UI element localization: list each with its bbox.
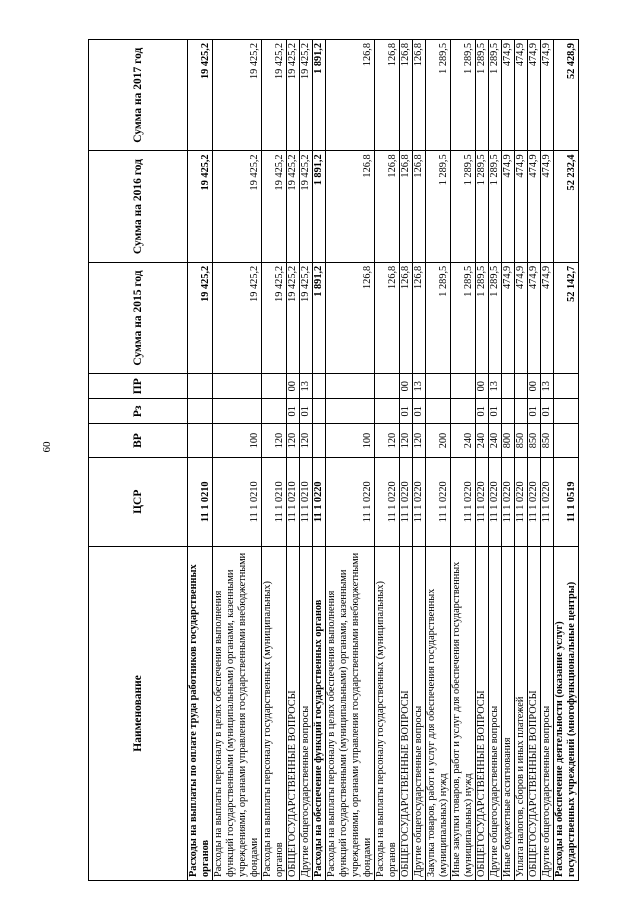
- row-amount-2017-cell: 1 891,2: [313, 40, 326, 151]
- table-row: [400, 40, 413, 881]
- row-amount-2016-cell: 474,9: [541, 151, 554, 262]
- row-amount-2015-cell: 1 289,5: [426, 262, 451, 373]
- row-amount-2016-cell: 1 289,5: [426, 151, 451, 262]
- row-amount-2017-cell: 19 425,2: [300, 40, 313, 151]
- table-row: [502, 40, 515, 881]
- row-amount-2017-cell: 126,8: [413, 40, 426, 151]
- row-amount-2016-cell: 19 425,2: [213, 151, 262, 262]
- row-rz-cell: [451, 399, 476, 424]
- row-amount-2016-cell: 1 289,5: [476, 151, 489, 262]
- row-vr-cell: 120: [300, 424, 313, 457]
- row-csr-cell: 11 1 0220: [489, 457, 502, 546]
- row-amount-2015-cell: 1 289,5: [489, 262, 502, 373]
- row-csr-cell: 11 1 0210: [188, 457, 213, 546]
- row-rz-cell: [326, 399, 375, 424]
- row-rz-cell: 01: [489, 399, 502, 424]
- row-name-cell: Другие общегосударственные вопросы: [413, 546, 426, 880]
- row-amount-2017-cell: 19 425,2: [262, 40, 287, 151]
- row-rz-cell: 01: [400, 399, 413, 424]
- table-row: [213, 40, 262, 881]
- budget-table: [88, 39, 579, 881]
- row-name-cell: Другие общегосударственные вопросы: [489, 546, 502, 880]
- row-vr-cell: 850: [528, 424, 541, 457]
- row-vr-cell: 240: [489, 424, 502, 457]
- table-row: [326, 40, 375, 881]
- table-row: [375, 40, 400, 881]
- col-header-name: Наименование: [89, 546, 188, 880]
- table-row: [262, 40, 287, 881]
- row-amount-2015-cell: 1 289,5: [451, 262, 476, 373]
- row-amount-2017-cell: 474,9: [515, 40, 528, 151]
- row-amount-2017-cell: 1 289,5: [451, 40, 476, 151]
- row-pr-cell: 13: [413, 374, 426, 399]
- row-amount-2015-cell: 1 289,5: [476, 262, 489, 373]
- table-row: [541, 40, 554, 881]
- row-amount-2015-cell: 19 425,2: [287, 262, 300, 373]
- row-name-cell: Расходы на обеспечение деятельности (оказание услуг) государственных учреждений (многофункциональные центры): [554, 546, 579, 880]
- table-row: [426, 40, 451, 881]
- row-csr-cell: 11 1 0220: [400, 457, 413, 546]
- row-pr-cell: [426, 374, 451, 399]
- row-csr-cell: 11 1 0210: [300, 457, 313, 546]
- col-header-2015: Сумма на 2015 год: [89, 262, 188, 373]
- row-amount-2015-cell: 474,9: [528, 262, 541, 373]
- row-vr-cell: 120: [375, 424, 400, 457]
- budget-table-page: [88, 39, 623, 881]
- row-amount-2016-cell: 474,9: [502, 151, 515, 262]
- row-amount-2016-cell: 19 425,2: [262, 151, 287, 262]
- row-amount-2015-cell: 19 425,2: [262, 262, 287, 373]
- row-rz-cell: [375, 399, 400, 424]
- row-rz-cell: [502, 399, 515, 424]
- row-amount-2016-cell: 19 425,2: [188, 151, 213, 262]
- row-pr-cell: [502, 374, 515, 399]
- row-amount-2016-cell: 474,9: [515, 151, 528, 262]
- row-csr-cell: 11 1 0220: [476, 457, 489, 546]
- row-amount-2015-cell: 126,8: [400, 262, 413, 373]
- row-amount-2015-cell: 126,8: [326, 262, 375, 373]
- row-pr-cell: [375, 374, 400, 399]
- table-row: [554, 40, 579, 881]
- row-name-cell: Другие общегосударственные вопросы: [541, 546, 554, 880]
- row-amount-2016-cell: 1 891,2: [313, 151, 326, 262]
- row-vr-cell: 100: [213, 424, 262, 457]
- row-name-cell: Расходы на выплаты персоналу в целях обеспечения выполнения функций государственными (муниципальными) органами, казенными учреждениями, органами управления государственными внебюджетными фондами: [326, 546, 375, 880]
- row-vr-cell: 120: [413, 424, 426, 457]
- table-row: [313, 40, 326, 881]
- table-row: [476, 40, 489, 881]
- table-row: [528, 40, 541, 881]
- row-vr-cell: 850: [515, 424, 528, 457]
- col-header-2017: Сумма на 2017 год: [89, 40, 188, 151]
- row-vr-cell: 200: [426, 424, 451, 457]
- table-row: [413, 40, 426, 881]
- row-amount-2017-cell: 19 425,2: [287, 40, 300, 151]
- table-header-row: [89, 40, 188, 881]
- row-amount-2015-cell: 474,9: [541, 262, 554, 373]
- row-amount-2016-cell: 19 425,2: [287, 151, 300, 262]
- row-amount-2016-cell: 126,8: [413, 151, 426, 262]
- row-pr-cell: 00: [528, 374, 541, 399]
- row-rz-cell: [313, 399, 326, 424]
- row-amount-2017-cell: 474,9: [528, 40, 541, 151]
- table-row: [188, 40, 213, 881]
- row-rz-cell: 01: [300, 399, 313, 424]
- row-rz-cell: [426, 399, 451, 424]
- row-rz-cell: [213, 399, 262, 424]
- row-pr-cell: [313, 374, 326, 399]
- row-rz-cell: [515, 399, 528, 424]
- col-header-2016: Сумма на 2016 год: [89, 151, 188, 262]
- row-csr-cell: 11 1 0519: [554, 457, 579, 546]
- row-vr-cell: 240: [451, 424, 476, 457]
- row-pr-cell: [451, 374, 476, 399]
- row-name-cell: Расходы на выплаты персоналу государственных (муниципальных) органов: [375, 546, 400, 880]
- row-name-cell: Иные закупки товаров, работ и услуг для обеспечения государственных (муниципальных) нужд: [451, 546, 476, 880]
- row-amount-2017-cell: 1 289,5: [489, 40, 502, 151]
- row-pr-cell: 00: [476, 374, 489, 399]
- row-amount-2017-cell: 126,8: [375, 40, 400, 151]
- row-amount-2015-cell: 1 891,2: [313, 262, 326, 373]
- row-amount-2016-cell: 126,8: [400, 151, 413, 262]
- row-pr-cell: 13: [541, 374, 554, 399]
- row-vr-cell: 100: [326, 424, 375, 457]
- row-pr-cell: 13: [489, 374, 502, 399]
- row-csr-cell: 11 1 0220: [326, 457, 375, 546]
- row-amount-2015-cell: 126,8: [413, 262, 426, 373]
- row-name-cell: ОБЩЕГОСУДАРСТВЕННЫЕ ВОПРОСЫ: [476, 546, 489, 880]
- row-amount-2017-cell: 1 289,5: [426, 40, 451, 151]
- row-amount-2016-cell: 19 425,2: [300, 151, 313, 262]
- table-row: [300, 40, 313, 881]
- row-amount-2015-cell: 52 142,7: [554, 262, 579, 373]
- row-rz-cell: [262, 399, 287, 424]
- table-row: [515, 40, 528, 881]
- row-pr-cell: 00: [400, 374, 413, 399]
- row-amount-2017-cell: 126,8: [326, 40, 375, 151]
- row-rz-cell: 01: [528, 399, 541, 424]
- row-name-cell: Расходы на выплаты по оплате труда работников государственных органов: [188, 546, 213, 880]
- row-pr-cell: [262, 374, 287, 399]
- row-vr-cell: 120: [262, 424, 287, 457]
- row-amount-2017-cell: 474,9: [541, 40, 554, 151]
- row-pr-cell: 00: [287, 374, 300, 399]
- table-row: [451, 40, 476, 881]
- row-amount-2017-cell: 52 428,9: [554, 40, 579, 151]
- row-pr-cell: [188, 374, 213, 399]
- row-amount-2016-cell: 126,8: [326, 151, 375, 262]
- row-name-cell: Расходы на выплаты персоналу в целях обеспечения выполнения функций государственными (муниципальными) органами, казенными учреждениями, органами управления государственными внебюджетными фондами: [213, 546, 262, 880]
- row-amount-2017-cell: 474,9: [502, 40, 515, 151]
- row-name-cell: Уплата налогов, сборов и иных платежей: [515, 546, 528, 880]
- row-csr-cell: 11 1 0220: [375, 457, 400, 546]
- row-amount-2017-cell: 1 289,5: [476, 40, 489, 151]
- row-amount-2015-cell: 126,8: [375, 262, 400, 373]
- row-rz-cell: 01: [541, 399, 554, 424]
- row-csr-cell: 11 1 0210: [262, 457, 287, 546]
- row-name-cell: ОБЩЕГОСУДАРСТВЕННЫЕ ВОПРОСЫ: [528, 546, 541, 880]
- row-amount-2017-cell: 19 425,2: [188, 40, 213, 151]
- row-name-cell: Расходы на выплаты персоналу государственных (муниципальных) органов: [262, 546, 287, 880]
- row-csr-cell: 11 1 0220: [515, 457, 528, 546]
- row-pr-cell: [554, 374, 579, 399]
- page-number: 60: [41, 441, 53, 453]
- col-header-pr: ПР: [89, 374, 188, 399]
- row-name-cell: Расходы на обеспечение функций государственных органов: [313, 546, 326, 880]
- col-header-vr: ВР: [89, 424, 188, 457]
- row-amount-2016-cell: 1 289,5: [489, 151, 502, 262]
- row-pr-cell: 13: [300, 374, 313, 399]
- row-csr-cell: 11 1 0220: [451, 457, 476, 546]
- table-row: [287, 40, 300, 881]
- row-rz-cell: 01: [476, 399, 489, 424]
- row-amount-2015-cell: 19 425,2: [300, 262, 313, 373]
- row-csr-cell: 11 1 0210: [213, 457, 262, 546]
- row-csr-cell: 11 1 0210: [287, 457, 300, 546]
- row-rz-cell: [554, 399, 579, 424]
- row-amount-2015-cell: 474,9: [515, 262, 528, 373]
- row-vr-cell: [554, 424, 579, 457]
- row-vr-cell: 120: [287, 424, 300, 457]
- row-amount-2015-cell: 19 425,2: [213, 262, 262, 373]
- row-amount-2016-cell: 126,8: [375, 151, 400, 262]
- row-amount-2017-cell: 19 425,2: [213, 40, 262, 151]
- row-name-cell: ОБЩЕГОСУДАРСТВЕННЫЕ ВОПРОСЫ: [400, 546, 413, 880]
- row-vr-cell: [188, 424, 213, 457]
- row-amount-2016-cell: 52 232,4: [554, 151, 579, 262]
- row-pr-cell: [213, 374, 262, 399]
- row-rz-cell: [188, 399, 213, 424]
- row-name-cell: Иные бюджетные ассигнования: [502, 546, 515, 880]
- row-amount-2015-cell: 474,9: [502, 262, 515, 373]
- row-csr-cell: 11 1 0220: [541, 457, 554, 546]
- row-csr-cell: 11 1 0220: [313, 457, 326, 546]
- row-name-cell: ОБЩЕГОСУДАРСТВЕННЫЕ ВОПРОСЫ: [287, 546, 300, 880]
- row-vr-cell: [313, 424, 326, 457]
- table-row: [489, 40, 502, 881]
- row-vr-cell: 850: [541, 424, 554, 457]
- row-amount-2016-cell: 474,9: [528, 151, 541, 262]
- row-csr-cell: 11 1 0220: [426, 457, 451, 546]
- row-csr-cell: 11 1 0220: [528, 457, 541, 546]
- row-vr-cell: 800: [502, 424, 515, 457]
- row-vr-cell: 240: [476, 424, 489, 457]
- row-amount-2016-cell: 1 289,5: [451, 151, 476, 262]
- row-name-cell: Закупка товаров, работ и услуг для обеспечения государственных (муниципальных) нужд: [426, 546, 451, 880]
- row-rz-cell: 01: [413, 399, 426, 424]
- row-csr-cell: 11 1 0220: [502, 457, 515, 546]
- row-csr-cell: 11 1 0220: [413, 457, 426, 546]
- row-pr-cell: [515, 374, 528, 399]
- row-rz-cell: 01: [287, 399, 300, 424]
- row-amount-2017-cell: 126,8: [400, 40, 413, 151]
- row-name-cell: Другие общегосударственные вопросы: [300, 546, 313, 880]
- col-header-csr: ЦСР: [89, 457, 188, 546]
- row-vr-cell: 120: [400, 424, 413, 457]
- row-pr-cell: [326, 374, 375, 399]
- row-amount-2015-cell: 19 425,2: [188, 262, 213, 373]
- col-header-rz: Рз: [89, 399, 188, 424]
